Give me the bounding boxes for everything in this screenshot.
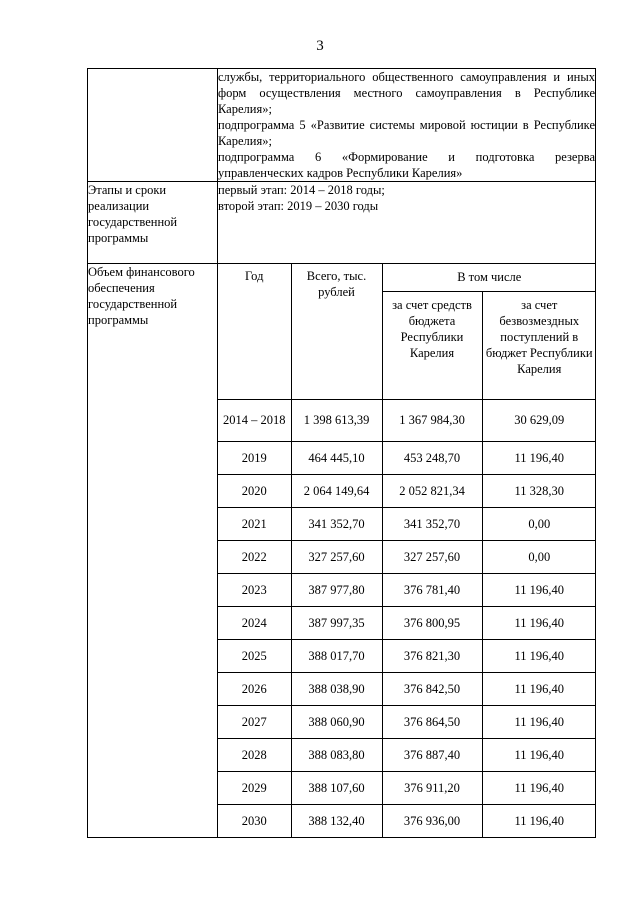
cell-budget: 376 800,95 (382, 606, 482, 639)
cell-total: 388 017,70 (291, 639, 382, 672)
cell-total: 388 107,60 (291, 771, 382, 804)
cell-year: 2023 (218, 573, 291, 606)
cell-year: 2021 (218, 507, 291, 540)
cell-year: 2027 (218, 705, 291, 738)
cell-grants: 11 196,40 (482, 639, 596, 672)
finance-label: Объем финансового обеспечения государственной программы (88, 264, 218, 838)
cell-budget: 376 936,00 (382, 804, 482, 837)
finance-data-row (218, 672, 596, 705)
finance-header-row (218, 264, 596, 291)
cell-year: 2025 (218, 639, 291, 672)
cell-budget: 376 821,30 (382, 639, 482, 672)
cell-total: 388 060,90 (291, 705, 382, 738)
finance-data-row (218, 507, 596, 540)
page-number: 3 (316, 38, 324, 54)
cell-total: 464 445,10 (291, 441, 382, 474)
cell-grants: 11 196,40 (482, 573, 596, 606)
header-budget: за счет средств бюджета Республики Карелия (382, 291, 482, 399)
cell-budget: 376 887,40 (382, 738, 482, 771)
cell-budget: 376 781,40 (382, 573, 482, 606)
finance-data-row (218, 399, 596, 441)
cell-year: 2020 (218, 474, 291, 507)
cell-total: 1 398 613,39 (291, 399, 382, 441)
stages-row (88, 182, 596, 264)
finance-data-row (218, 573, 596, 606)
finance-data-row (218, 606, 596, 639)
finance-table (218, 264, 596, 837)
header-grants: за счет безвозмездных поступлений в бюджет Республики Карелия (482, 291, 596, 399)
finance-data-row (218, 738, 596, 771)
finance-content-cell (218, 264, 596, 838)
cell-grants: 30 629,09 (482, 399, 596, 441)
cell-budget: 2 052 821,34 (382, 474, 482, 507)
finance-data-row (218, 540, 596, 573)
continuation-content-cell (218, 69, 596, 182)
cell-total: 341 352,70 (291, 507, 382, 540)
cell-year: 2026 (218, 672, 291, 705)
cell-year: 2022 (218, 540, 291, 573)
subprogram-text: службы, территориального общественного самоуправления и иных форм осуществления местного самоуправления в Республике Карелия»; (218, 70, 595, 116)
cell-total: 388 132,40 (291, 804, 382, 837)
cell-total: 387 997,35 (291, 606, 382, 639)
cell-budget: 341 352,70 (382, 507, 482, 540)
cell-grants: 11 328,30 (482, 474, 596, 507)
cell-total: 2 064 149,64 (291, 474, 382, 507)
finance-data-row (218, 804, 596, 837)
subprogram-text: подпрограмма 6 «Формирование и подготовка резерва управленческих кадров Республики Карелия» (218, 150, 595, 180)
finance-row (88, 264, 596, 838)
stage-text: второй этап: 2019 – 2030 годы (218, 199, 379, 213)
cell-budget: 376 911,20 (382, 771, 482, 804)
finance-data-row (218, 639, 596, 672)
cell-year: 2029 (218, 771, 291, 804)
cell-grants: 11 196,40 (482, 771, 596, 804)
cell-year: 2024 (218, 606, 291, 639)
header-including: В том числе (382, 264, 596, 291)
cell-grants: 11 196,40 (482, 606, 596, 639)
header-total: Всего, тыс. рублей (291, 264, 382, 399)
finance-data-row (218, 771, 596, 804)
subprogram-text: подпрограмма 5 «Развитие системы мировой юстиции в Республике Карелия»; (218, 118, 595, 148)
program-passport-table (87, 68, 596, 838)
cell-year: 2030 (218, 804, 291, 837)
cell-total: 327 257,60 (291, 540, 382, 573)
cell-total: 388 038,90 (291, 672, 382, 705)
cell-total: 387 977,80 (291, 573, 382, 606)
stages-content-cell (218, 182, 596, 264)
finance-data-row (218, 441, 596, 474)
header-year: Год (218, 264, 291, 399)
cell-year: 2028 (218, 738, 291, 771)
continuation-row (88, 69, 596, 182)
cell-grants: 11 196,40 (482, 441, 596, 474)
cell-budget: 1 367 984,30 (382, 399, 482, 441)
continuation-label-cell (88, 69, 218, 182)
cell-budget: 453 248,70 (382, 441, 482, 474)
cell-total: 388 083,80 (291, 738, 382, 771)
cell-budget: 327 257,60 (382, 540, 482, 573)
stages-label: Этапы и сроки реализации государственной программы (88, 182, 218, 264)
cell-grants: 11 196,40 (482, 804, 596, 837)
finance-data-row (218, 705, 596, 738)
cell-budget: 376 842,50 (382, 672, 482, 705)
cell-grants: 0,00 (482, 507, 596, 540)
cell-grants: 11 196,40 (482, 705, 596, 738)
cell-budget: 376 864,50 (382, 705, 482, 738)
stage-text: первый этап: 2014 – 2018 годы; (218, 183, 385, 197)
cell-grants: 11 196,40 (482, 672, 596, 705)
cell-grants: 11 196,40 (482, 738, 596, 771)
cell-grants: 0,00 (482, 540, 596, 573)
cell-year: 2019 (218, 441, 291, 474)
finance-data-row (218, 474, 596, 507)
cell-year: 2014 – 2018 (218, 399, 291, 441)
